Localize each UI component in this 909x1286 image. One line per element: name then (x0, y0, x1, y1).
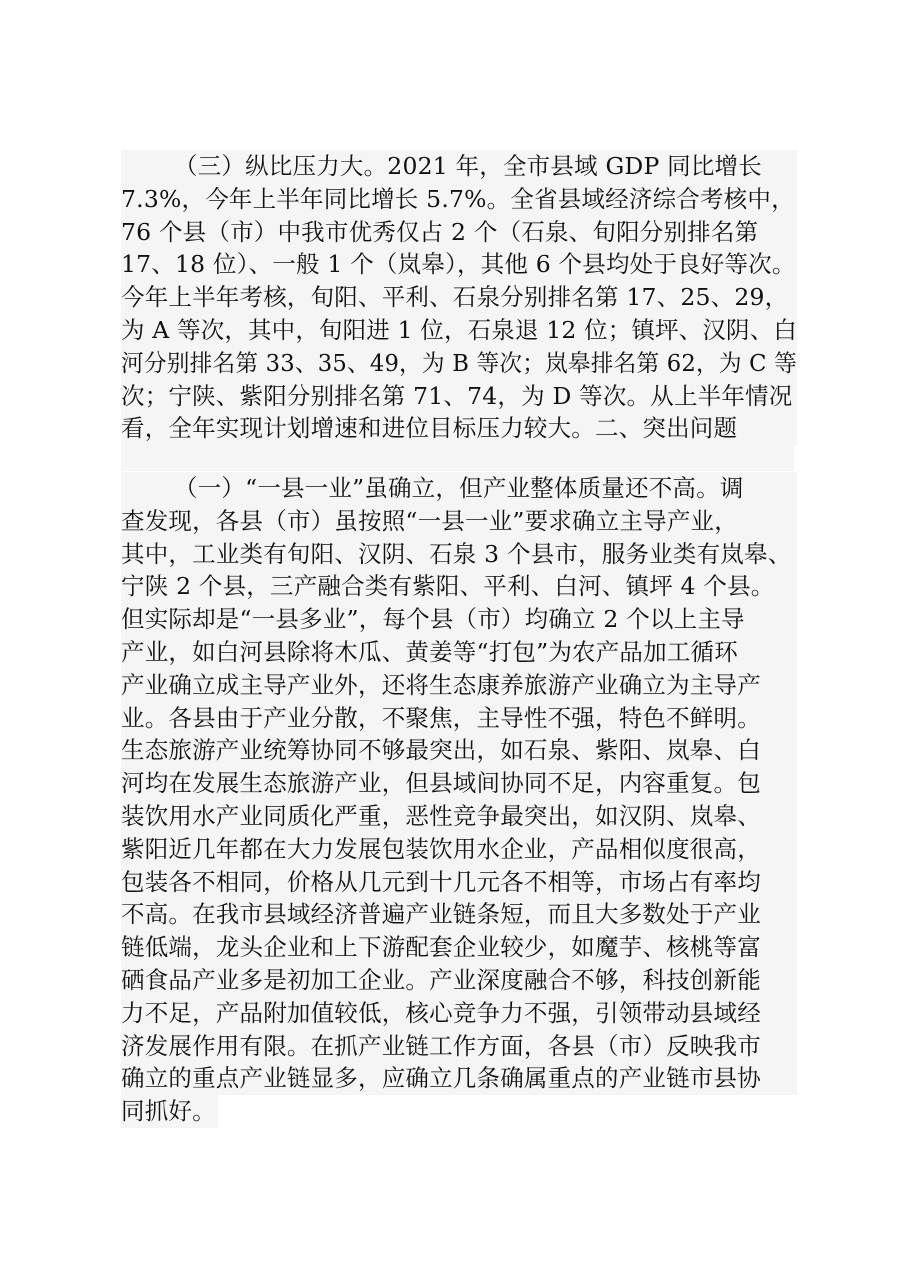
text-line-content: 7.3%，今年上半年同比增长 5.7%。全省县域经济综合考核中， (121, 184, 795, 213)
text-line-content: 生态旅游产业统筹协同不够最突出，如石泉、紫阳、岚皋、白 (121, 736, 761, 765)
text-line-content: 产业，如白河县除将木瓜、黄姜等“打包”为农产品加工循环 (121, 637, 738, 666)
text-line-content: 济发展作用有限。在抓产业链工作方面，各县（市）反映我市 (121, 1031, 761, 1060)
text-line-content: 包装各不相同，价格从几元到十几元各不相等，市场占有率均 (121, 867, 761, 896)
text-line (121, 964, 797, 997)
text-line-content: 紫阳近几年都在大力发展包装饮用水企业，产品相似度很高， (121, 834, 761, 863)
text-line-content: 业。各县由于产业分散，不聚焦，主导性不强，特色不鲜明。 (121, 703, 761, 732)
text-line-content: 76 个县（市）中我市优秀仅占 2 个（石泉、旬阳分别排名第 (121, 217, 759, 246)
text-line-content: 力不足，产品附加值较低，核心竞争力不强，引领带动县域经 (121, 998, 761, 1027)
text-line (121, 412, 797, 445)
text-line-content: 查发现，各县（市）虽按照“一县一业”要求确立主导产业， (121, 506, 738, 535)
text-line (121, 281, 797, 314)
text-line-content: 不高。在我市县域经济普遍产业链条短，而且大多数处于产业 (121, 900, 761, 929)
text-line-content: （三）纵比压力大。2021 年，全市县域 GDP 同比增长 (174, 152, 762, 180)
text-line-content: 链低端，龙头企业和上下游配套企业较少，如魔芋、核桃等富 (121, 933, 761, 962)
text-line (121, 380, 797, 413)
text-line (121, 314, 797, 347)
text-line (121, 183, 797, 216)
text-line-content: （一）“一县一业”虽确立，但产业整体质量还不高。调 (174, 474, 744, 502)
text-line (121, 538, 797, 571)
text-line-content: 硒食品产业多是初加工企业。产业深度融合不够，科技创新能 (121, 965, 761, 994)
paragraph-prominent-issues (121, 472, 797, 1128)
text-line-content: 看，全年实现计划增速和进位目标压力较大。二、突出问题 (121, 414, 738, 443)
text-line-content: 但实际却是“一县多业”，每个县（市）均确立 2 个以上主导 (121, 605, 745, 634)
text-line (121, 1095, 797, 1128)
text-line (121, 347, 797, 380)
text-line (121, 1062, 797, 1095)
text-line-content: 确立的重点产业链显多，应确立几条确属重点的产业链市县协 (121, 1064, 761, 1093)
text-line (121, 150, 797, 183)
text-line-content: 河分别排名第 33、35、49，为 B 等次；岚皋排名第 62，为 C 等 (121, 348, 797, 377)
text-line (121, 931, 797, 964)
text-line (121, 767, 797, 800)
text-line (121, 603, 797, 636)
text-line-content: 次；宁陕、紫阳分别排名第 71、74，为 D 等次。从上半年情况 (121, 381, 793, 410)
text-line-content: 产业确立成主导产业外，还将生态康养旅游产业确立为主导产 (121, 670, 761, 699)
text-line-content: 宁陕 2 个县，三产融合类有紫阳、平利、白河、镇坪 4 个县。 (121, 572, 775, 601)
text-line-content: 河均在发展生态旅游产业，但县域间协同不足，内容重复。包 (121, 769, 761, 798)
text-line (121, 734, 797, 767)
text-line-content: 17、18 位）、一般 1 个（岚皋），其他 6 个县均处于良好等次。 (121, 250, 796, 279)
text-line (121, 472, 797, 505)
text-line (121, 669, 797, 702)
text-line-content: 同抓好。 (121, 1097, 216, 1126)
text-line (121, 997, 797, 1030)
text-line (121, 800, 797, 833)
text-line (121, 833, 797, 866)
text-line (121, 216, 797, 249)
text-line (121, 248, 797, 281)
text-line (121, 702, 797, 735)
text-line-content: 其中，工业类有旬阳、汉阴、石泉 3 个县市，服务业类有岚皋、 (121, 539, 792, 568)
paragraph-gap (121, 445, 797, 471)
text-line-content: 今年上半年考核，旬阳、平利、石泉分别排名第 17、25、29， (121, 283, 789, 312)
text-line (121, 866, 797, 899)
text-line-content: 为 A 等次，其中，旬阳进 1 位，石泉退 12 位；镇坪、汉阴、白 (121, 315, 797, 344)
paragraph-vertical-comparison (121, 150, 797, 471)
text-line-content: 装饮用水产业同质化严重，恶性竞争最突出，如汉阴、岚皋、 (121, 801, 761, 830)
text-line (121, 570, 797, 603)
text-line (121, 505, 797, 538)
text-line (121, 898, 797, 931)
text-line (121, 1030, 797, 1063)
text-line (121, 636, 797, 669)
